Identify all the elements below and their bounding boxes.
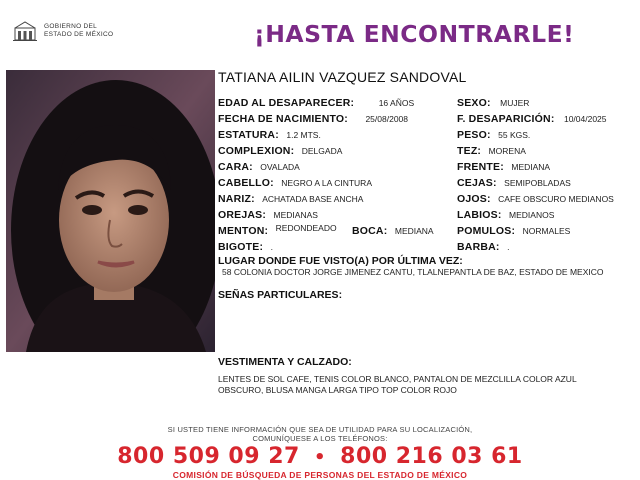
field-complexion — [218, 144, 342, 157]
field-ojos-label: OJOS: — [457, 193, 491, 205]
field-peso — [457, 128, 530, 141]
contact-info-line-1: SI USTED TIENE INFORMACIÓN QUE SEA DE UTILIDAD PARA SU LOCALIZACIÓN, — [167, 425, 473, 434]
field-frente — [457, 160, 550, 173]
field-boca-label: BOCA: — [352, 225, 388, 237]
logo-line-1: GOBIERNO DEL — [44, 23, 98, 30]
field-bigote — [218, 240, 273, 253]
field-complexion-value: DELGADA — [301, 146, 343, 156]
field-cejas-label: CEJAS: — [457, 177, 497, 189]
field-pomulos-value: NORMALES — [522, 226, 571, 236]
person-photo — [6, 70, 215, 352]
field-nacimiento-label: FECHA DE NACIMIENTO: — [218, 113, 348, 125]
field-nariz-value: ACHATADA BASE ANCHA — [262, 194, 364, 204]
commission-name: COMISIÓN DE BÚSQUEDA DE PERSONAS DEL ESTADO DE MÉXICO — [172, 470, 468, 480]
marks-label: SEÑAS PARTICULARES: — [218, 289, 343, 301]
field-estatura — [218, 128, 321, 141]
field-bigote-value: . — [270, 242, 273, 252]
government-logo — [12, 20, 113, 42]
person-name: TATIANA AILIN VAZQUEZ SANDOVAL — [218, 69, 467, 85]
phone-separator: • — [313, 447, 326, 468]
portrait-illustration — [6, 70, 215, 352]
field-labios — [457, 208, 554, 221]
field-labios-label: LABIOS: — [457, 209, 502, 221]
phone-numbers — [0, 444, 640, 469]
last-seen-text: 58 COLONIA DOCTOR JORGE JIMENEZ CANTU, TLALNEPANTLA DE BAZ, ESTADO DE MEXICO — [222, 267, 604, 277]
field-sexo — [457, 96, 529, 109]
phone-2[interactable]: 800 216 03 61 — [340, 444, 523, 469]
clothing-text: LENTES DE SOL CAFE, TENIS COLOR BLANCO, PANTALON DE MEZCLILLA COLOR AZUL OBSCURO, BLUSA MANGA LARGA TIPO TOP COLOR ROJO — [218, 374, 577, 395]
field-estatura-label: ESTATURA: — [218, 129, 279, 141]
contact-info-text — [0, 425, 640, 443]
field-edad-value: 16 AÑOS — [378, 98, 415, 108]
field-menton — [218, 224, 337, 237]
field-frente-value: MEDIANA — [511, 162, 551, 172]
field-barba-value: . — [507, 242, 510, 252]
field-orejas-label: OREJAS: — [218, 209, 267, 221]
logo-line-2: ESTADO DE MÉXICO — [44, 31, 114, 38]
field-complexion-label: COMPLEXION: — [218, 145, 295, 157]
field-peso-value: 55 KGS. — [498, 130, 531, 140]
phone-1[interactable]: 800 509 09 27 — [117, 444, 300, 469]
field-cara-value: OVALADA — [260, 162, 300, 172]
field-boca-value: MEDIANA — [394, 226, 434, 236]
contact-info-line-2: COMUNÍQUESE A LOS TELÉFONOS: — [252, 434, 388, 443]
field-edad — [218, 96, 414, 109]
field-cara — [218, 160, 300, 173]
field-barba-label: BARBA: — [457, 241, 500, 253]
field-labios-value: MEDIANOS — [509, 210, 555, 220]
field-frente-label: FRENTE: — [457, 161, 504, 173]
header — [0, 0, 640, 58]
field-estatura-value: 1.2 MTS. — [286, 130, 321, 140]
banner-title: ¡HASTA ENCONTRARLE! — [254, 20, 575, 48]
field-cabello-value: NEGRO A LA CINTURA — [281, 178, 372, 188]
field-ojos-value: CAFE OBSCURO MEDIANOS — [498, 194, 614, 204]
clothing-label: VESTIMENTA Y CALZADO: — [218, 356, 352, 368]
field-bigote-label: BIGOTE: — [218, 241, 264, 253]
field-tez — [457, 144, 526, 157]
field-edad-label: EDAD AL DESAPARECER: — [218, 97, 355, 109]
field-cejas — [457, 176, 571, 189]
field-pomulos — [457, 224, 570, 237]
field-tez-label: TEZ: — [457, 145, 482, 157]
field-peso-label: PESO: — [457, 129, 491, 141]
field-nariz — [218, 192, 363, 205]
field-sexo-value: MUJER — [500, 98, 530, 108]
field-sexo-label: SEXO: — [457, 97, 491, 109]
field-orejas-value: MEDIANAS — [273, 210, 318, 220]
field-nacimiento — [218, 112, 408, 125]
field-boca — [352, 224, 434, 237]
state-seal-icon — [12, 20, 38, 42]
field-barba — [457, 240, 509, 253]
field-menton-label: MENTON: — [218, 225, 269, 237]
logo-text — [44, 23, 113, 39]
field-orejas — [218, 208, 318, 221]
field-ojos — [457, 192, 614, 205]
field-nariz-label: NARIZ: — [218, 193, 255, 205]
field-desaparicion — [457, 112, 607, 125]
field-cejas-value: SEMIPOBLADAS — [504, 178, 571, 188]
field-cabello-label: CABELLO: — [218, 177, 274, 189]
field-desaparicion-label: F. DESAPARICIÓN: — [457, 113, 555, 125]
field-nacimiento-value: 25/08/2008 — [365, 114, 408, 124]
field-cabello — [218, 176, 372, 189]
last-seen-label: LUGAR DONDE FUE VISTO(A) POR ÚLTIMA VEZ: — [218, 255, 463, 267]
field-menton-value: REDONDEADO — [275, 223, 337, 233]
field-tez-value: MORENA — [488, 146, 526, 156]
field-pomulos-label: POMULOS: — [457, 225, 516, 237]
field-cara-label: CARA: — [218, 161, 253, 173]
field-desaparicion-value: 10/04/2025 — [563, 114, 607, 124]
